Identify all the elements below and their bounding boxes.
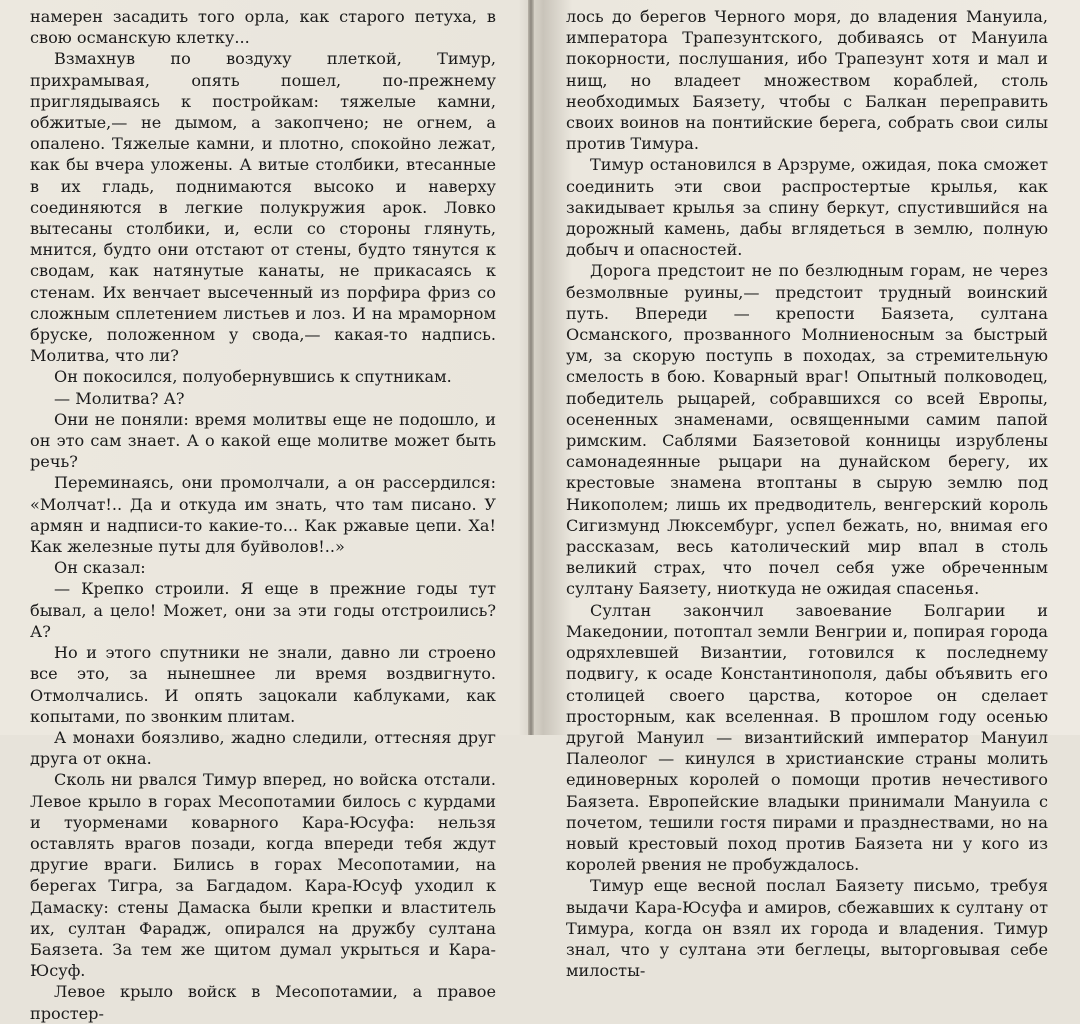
paragraph: Взмахнув по воздуху плеткой, Тимур, прихрамывая, опять пошел, по-прежнему приглядываясь к постройкам: тяжелые камни, обжитые,— не дымом, а закопчено; не огнем, а опалено. Тяжелые камни, и плотно, спокойно лежат, как бы вчера уложены. А витые столбики, втесанные в их гладь, поднимаются высоко и наверху соединяются в легкие полукружия арок. Ловко вытесаны столбики, и, если со стороны глянуть, мнится, будто они отстают от стены, будто тянутся к сводам, как натянутые канаты, не прикасаясь к стенам. Их венчает высеченный из порфира фриз со сложным сплетением листьев и лоз. И на мраморном бруске, положенном у свода,— какая-то надпись. Молитва, что ли? <box>30 49 496 366</box>
paragraph: Левое крыло войск в Месопотамии, а правое простер- <box>30 982 496 1023</box>
paragraph: Тимур остановился в Арзруме, ожидая, пока сможет соединить эти свои распростертые крылья, как закидывает крылья за спину беркут, спустившийся на дорожный камень, дабы вглядеться в землю, полную добыч и опасностей. <box>566 155 1048 260</box>
paragraph: — Молитва? А? <box>54 388 185 408</box>
paragraph: Он сказал: <box>54 558 146 578</box>
book-gutter <box>528 0 534 735</box>
paragraph: Сколь ни рвался Тимур вперед, но войска отстали. Левое крыло в горах Месопотамии билось с курдами и туорменами коварного Кара-Юсуфа: нельзя оставлять врагов позади, когда впереди тебя ждут другие враги. Бились в горах Месопотамии, на берегах Тигра, за Багдадом. Кара-Юсуф уходил к Дамаску: стены Дамаска были крепки и властитель их, султан Фарадж, опирался на дружбу султана Баязета. За тем же щитом думал укрыться и Кара-Юсуф. <box>30 770 496 981</box>
paragraph: Дорога предстоит не по безлюдным горам, не через безмолвные руины,— предстоит трудный воинский путь. Впереди — крепости Баязета, султана Османского, прозванного Молниеносным за быстрый ум, за скорую поступь в походах, за стремительную смелость в бою. Коварный враг! Опытный полководец, победитель рыцарей, собравшихся со всей Европы, осененных знаменами, освященными самим папой римским. Саблями Баязетовой конницы изрублены самонадеянные рыцари на дунайском берегу, их крестовые знамена втоптаны в сырую землю под Никополем; лишь их предводитель, венгерский король Сигизмунд Люксембург, успел бежать, но, внимая его рассказам, весь католический мир впал в столь великий страх, что почел себя уже обреченным султану Баязету, ниоткуда не ожидая спасенья. <box>566 261 1048 599</box>
paragraph: Султан закончил завоевание Болгарии и Македонии, потоптал земли Венгрии и, попирая города одряхлевшей Византии, готовился к последнему подвигу, к осаде Константинополя, дабы объявить его столицей своего царства, которое он сделает просторным, как вселенная. В прошлом году осенью другой Мануил — византийский император Мануил Палеолог — кинулся в христианские страны молить единоверных королей о помощи против нечестивого Баязета. Европейские владыки принимали Мануила с почетом, тешили гостя пирами и празднествами, но на новый крестовый поход против Баязета ни у кого из королей рвения не пробуждалось. <box>566 600 1048 875</box>
paragraph: Тимур еще весной послал Баязету письмо, требуя выдачи Кара-Юсуфа и амиров, сбежавших к султану от Тимура, когда он взял их города и владения. Тимур знал, что у султана эти беглецы, выторговывая себе милосты- <box>566 876 1048 981</box>
paragraph: намерен засадить того орла, как старого петуха, в свою османскую клетку... <box>30 7 496 48</box>
left-page <box>30 6 496 1024</box>
paragraph: лось до берегов Черного моря, до владения Мануила, императора Трапезунтского, добиваясь от Мануила покорности, послушания, ибо Трапезунт хотя и мал и нищ, но владеет множеством кораблей, столь необходимых Баязету, чтобы с Балкан переправить своих воинов на понтийские берега, собрать свои силы против Тимура. <box>566 7 1048 154</box>
paragraph: А монахи боязливо, жадно следили, оттесняя друг друга от окна. <box>30 727 496 769</box>
paragraph: Переминаясь, они промолчали, а он рассердился: «Молчат!.. Да и откуда им знать, что там писано. У армян и надписи-то какие-то... Как ржавые цепи. Ха! Как железные путы для буйволов!..» <box>30 473 496 557</box>
right-page <box>566 6 1048 981</box>
paragraph: Но и этого спутники не знали, давно ли строено все это, за нынешнее ли время воздвигнуто. Отмолчались. И опять зацокали каблуками, как копытами, по звонким плитам. <box>30 643 496 726</box>
paragraph: Он покосился, полуобернувшись к спутникам. <box>54 367 452 387</box>
paragraph: Они не поняли: время молитвы еще не подошло, и он это сам знает. А о какой еще молитве может быть речь? <box>30 409 496 472</box>
paragraph: — Крепко строили. Я еще в прежние годы тут бывал, а цело! Может, они за эти годы отстроились? А? <box>30 579 496 641</box>
